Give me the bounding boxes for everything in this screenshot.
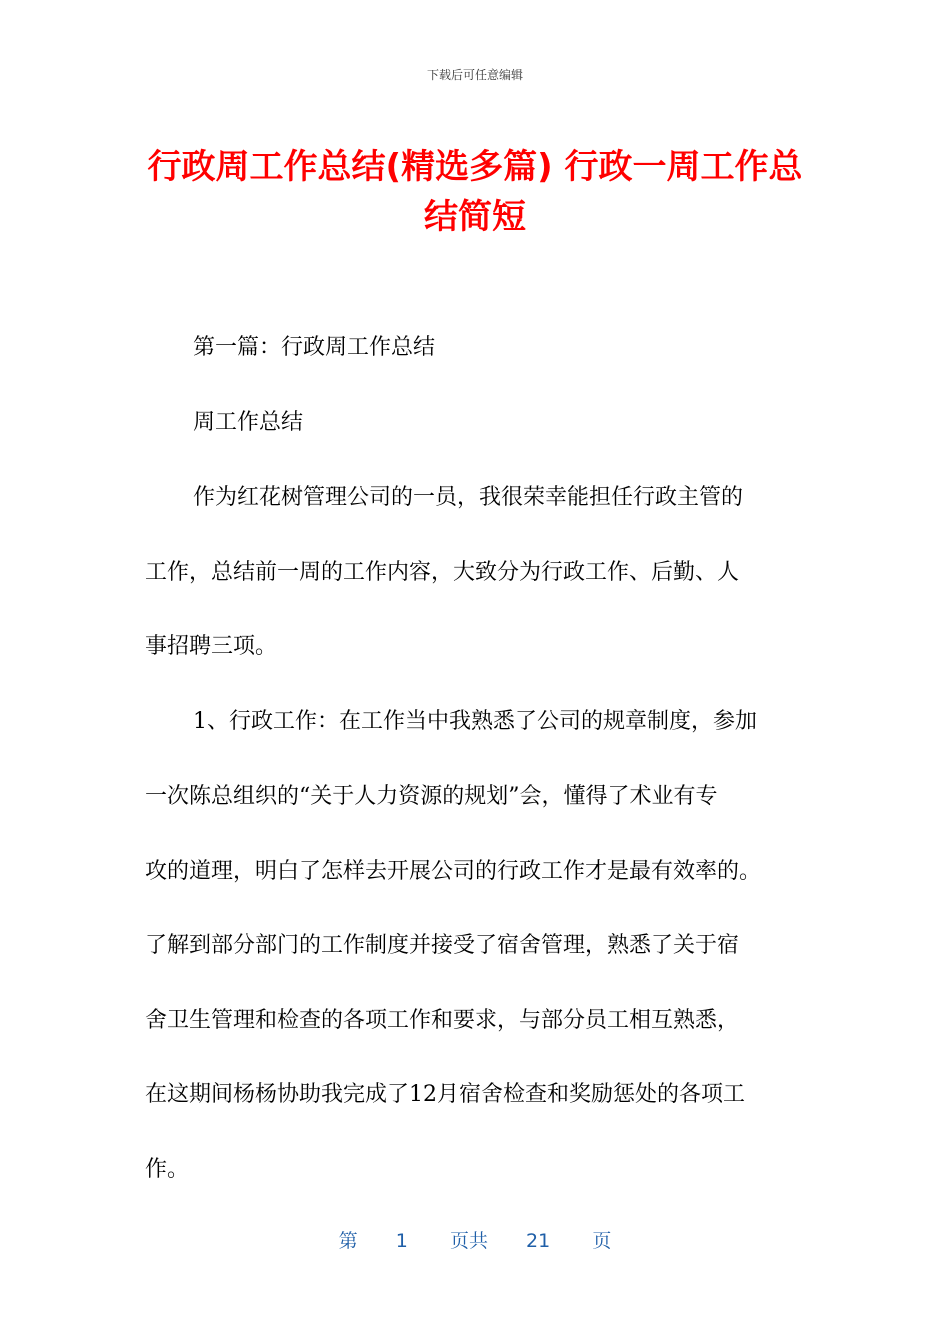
footer-total-pages: 21 [526, 1230, 551, 1252]
subheading: 周工作总结 [193, 410, 304, 435]
section-heading: 第一篇：行政周工作总结 [193, 335, 436, 360]
page-footer [0, 1226, 950, 1253]
paragraph-line: 在这期间杨杨协助我完成了12月宿舍检查和奖励惩处的各项工 [145, 1082, 745, 1107]
paragraph-line: 1、行政工作：在工作当中我熟悉了公司的规章制度，参加 [193, 709, 757, 734]
paragraph-line: 事招聘三项。 [145, 634, 278, 659]
title-line-1: 行政周工作总结(精选多篇) 行政一周工作总 [147, 147, 803, 187]
paragraph-line: 作。 [145, 1157, 190, 1182]
document-title [140, 142, 810, 242]
title-line-2: 结简短 [424, 197, 526, 237]
footer-suffix: 页 [592, 1230, 612, 1252]
header-note: 下载后可任意编辑 [426, 68, 523, 82]
footer-middle: 页共 [449, 1230, 488, 1252]
paragraph-line: 舍卫生管理和检查的各项工作和要求，与部分员工相互熟悉， [145, 1008, 740, 1033]
paragraph-line: 工作，总结前一周的工作内容，大致分为行政工作、后勤、人 [145, 560, 740, 585]
footer-page-number: 1 [395, 1230, 408, 1252]
paragraph-line: 了解到部分部门的工作制度并接受了宿舍管理，熟悉了关于宿 [145, 933, 740, 958]
paragraph-line: 作为红花树管理公司的一员，我很荣幸能担任行政主管的 [193, 485, 744, 510]
paragraph-line: 攻的道理，明白了怎样去开展公司的行政工作才是最有效率的。 [145, 859, 762, 884]
footer-prefix: 第 [338, 1230, 358, 1252]
paragraph-line: 一次陈总组织的“关于人力资源的规划”会，懂得了术业有专 [145, 784, 718, 809]
